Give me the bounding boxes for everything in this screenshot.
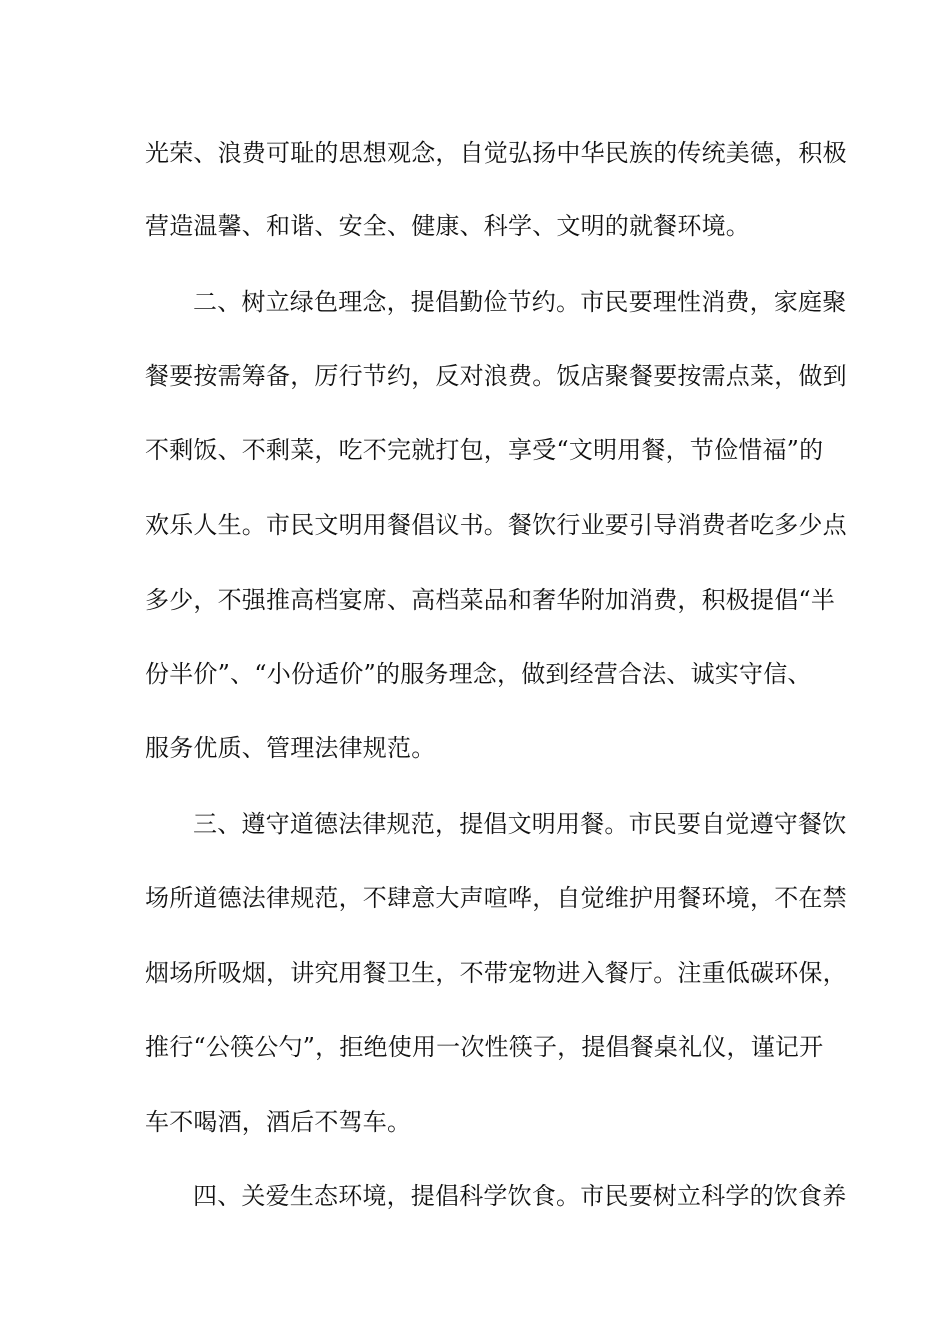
text-line: 服务优质、管理法律规范。 <box>145 734 436 762</box>
text-line: 营造温馨、和谐、安全、健康、科学、文明的就餐环境。 <box>145 212 750 240</box>
text-line: 光荣、浪费可耻的思想观念，自觉弘扬中华民族的传统美德，积极 <box>145 139 847 167</box>
text-line: 推行“公筷公勺”，拒绝使用一次性筷子，提倡餐桌礼仪，谨记开 <box>145 1033 824 1061</box>
text-line: 餐要按需筹备，厉行节约，反对浪费。饭店聚餐要按需点菜，做到 <box>145 362 847 390</box>
text-line: 场所道德法律规范，不肆意大声喧哗，自觉维护用餐环境，不在禁 <box>145 884 847 912</box>
text-line: 烟场所吸烟，讲究用餐卫生，不带宠物进入餐厅。注重低碳环保， <box>145 959 847 987</box>
text-line: 份半价”、“小份适价”的服务理念，做到经营合法、诚实守信、 <box>145 660 812 688</box>
paragraph-start-line: 三、遵守道德法律规范，提倡文明用餐。市民要自觉遵守餐饮 <box>193 810 847 838</box>
text-line: 车不喝酒，酒后不驾车。 <box>145 1108 412 1136</box>
paragraph-start-line: 二、树立绿色理念，提倡勤俭节约。市民要理性消费，家庭聚 <box>193 288 847 316</box>
text-line: 不剩饭、不剩菜，吃不完就打包，享受“文明用餐，节俭惜福”的 <box>145 436 824 464</box>
text-line: 欢乐人生。市民文明用餐倡议书。餐饮行业要引导消费者吃多少点 <box>145 511 847 539</box>
text-line: 多少，不强推高档宴席、高档菜品和奢华附加消费，积极提倡“半 <box>145 586 836 614</box>
paragraph-start-line: 四、关爱生态环境，提倡科学饮食。市民要树立科学的饮食养 <box>193 1182 847 1210</box>
